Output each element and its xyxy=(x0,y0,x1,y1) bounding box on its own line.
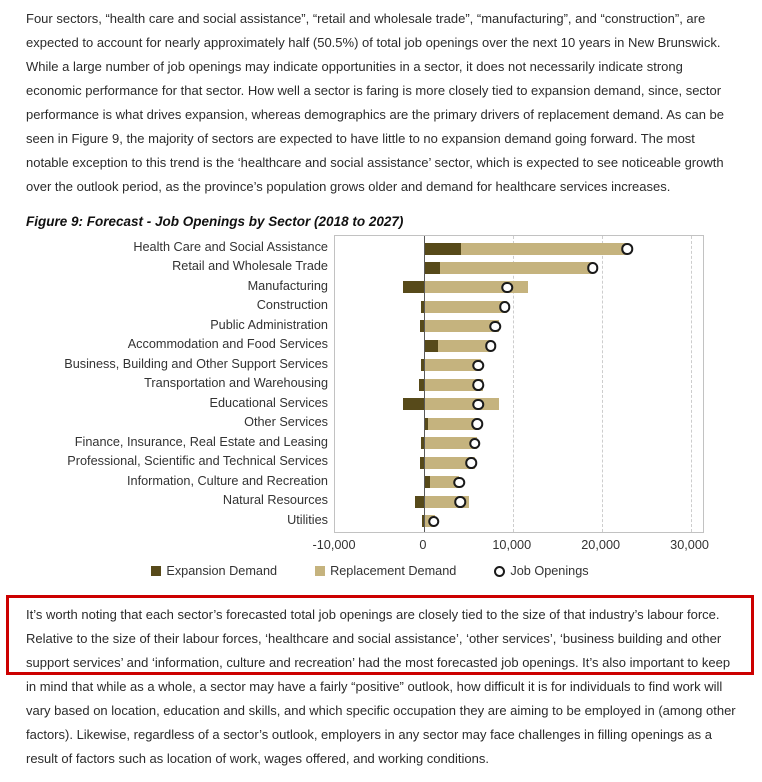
replacement-bar xyxy=(461,243,627,255)
replacement-bar xyxy=(424,320,499,332)
sector-label: Educational Services xyxy=(209,395,328,410)
job-openings-marker xyxy=(428,516,440,528)
replacement-bar xyxy=(438,340,490,352)
chart-row xyxy=(335,512,703,531)
replacement-bar xyxy=(424,301,508,313)
sector-label: Other Services xyxy=(244,415,328,430)
expansion-bar xyxy=(424,340,438,352)
job-openings-marker xyxy=(471,418,483,430)
x-tick-label: 20,000 xyxy=(581,538,621,552)
job-openings-marker xyxy=(622,243,634,255)
replacement-bar xyxy=(424,398,499,410)
chart-row xyxy=(335,492,703,511)
gridline xyxy=(513,236,514,532)
job-openings-marker xyxy=(469,438,481,450)
chart-row xyxy=(335,336,703,355)
chart-row xyxy=(335,356,703,375)
chart-row xyxy=(335,375,703,394)
legend-label: Expansion Demand xyxy=(166,564,278,578)
job-openings-marker xyxy=(489,321,501,333)
sector-label: Information, Culture and Recreation xyxy=(127,473,328,488)
report-page xyxy=(0,7,762,782)
legend-label: Job Openings xyxy=(510,564,589,578)
expansion-bar xyxy=(403,281,423,293)
x-tick-label: 10,000 xyxy=(492,538,532,552)
chart-row xyxy=(335,278,703,297)
sector-label: Retail and Wholesale Trade xyxy=(172,259,328,274)
sector-label: Utilities xyxy=(287,512,328,527)
sector-label: Transportation and Warehousing xyxy=(144,376,328,391)
job-openings-swatch xyxy=(494,566,505,577)
job-openings-marker xyxy=(454,477,466,489)
intro-paragraph: Four sectors, “health care and social assistance”, “retail and wholesale trade”, “manufacturing”, and “construction”, are expected to account for nearly approximately half (50.5%) of total job openings over the next 10 years in New Brunswick. While a large number of job openings may indicate opportunities in a sector, it does not necessarily indicate strong economic performance for that sector. How well a sector is faring is more closely tied to expansion demand, since, sector performance is what drives expansion, whereas demographics are the primary drivers of replacement demand. As can be seen in Figure 9, the majority of sectors are expected to have little to no expansion demand going forward. The most notable exception to this trend is the ‘healthcare and social assistance’ sector, which is expected to see noticeable growth over the outlook period, as the province’s population grows older and demand for healthcare services increases. xyxy=(26,11,725,194)
job-openings-marker xyxy=(587,262,599,274)
x-tick-label: -10,000 xyxy=(312,538,356,552)
job-openings-marker xyxy=(502,282,514,294)
sector-labels-column xyxy=(38,235,334,533)
legend-item xyxy=(494,564,588,578)
chart-row xyxy=(335,434,703,453)
expansion-bar xyxy=(403,398,423,410)
x-tick-label: 0 xyxy=(419,538,427,552)
replacement-bar xyxy=(440,262,593,274)
sector-label: Public Administration xyxy=(210,317,328,332)
expansion-bar xyxy=(424,262,440,274)
chart-row xyxy=(335,317,703,336)
sector-label: Natural Resources xyxy=(222,493,328,508)
job-openings-marker xyxy=(472,379,484,391)
closing-paragraph: It’s worth noting that each sector’s forecasted total job openings are closely tied to the size of that industry’s labour force. Relative to the size of their labour forces, ‘healthcare and social assistance’, ‘other services’, ‘business building and other support services’ and ‘information, culture and recreation’ had the most forecasted job openings. It’s also important to keep in mind that while as a whole, a sector may have a fairly “positive” outlook, how difficult it is for individuals to find work will vary based on location, education and skills, and which specific occupation they are aiming to be employed in (among other factors). Likewise, regardless of a sector’s outlook, employers in any sector may face challenges in filling openings as a result of factors such as location of work, wages offered, and working conditions. xyxy=(26,607,736,766)
replacement-demand-swatch xyxy=(315,566,325,576)
legend-item xyxy=(315,564,456,578)
expansion-demand-swatch xyxy=(151,566,161,576)
figure-title: Figure 9: Forecast - Job Openings by Sector (2018 to 2027) xyxy=(26,214,404,229)
x-axis xyxy=(312,533,709,555)
job-openings-marker xyxy=(465,457,477,469)
gridline xyxy=(691,236,692,532)
chart-row xyxy=(335,297,703,316)
replacement-bar xyxy=(428,418,477,430)
job-openings-marker xyxy=(472,360,484,372)
chart-row xyxy=(335,258,703,277)
legend-item xyxy=(151,564,277,578)
chart-legend xyxy=(38,564,702,578)
job-openings-marker xyxy=(472,399,484,411)
sector-label: Business, Building and Other Support Services xyxy=(64,356,328,371)
legend-label: Replacement Demand xyxy=(330,564,457,578)
sector-label: Manufacturing xyxy=(247,278,328,293)
sector-label: Finance, Insurance, Real Estate and Leasing xyxy=(74,434,328,449)
zero-axis-line xyxy=(424,236,425,532)
chart-row xyxy=(335,239,703,258)
sector-label: Professional, Scientific and Technical Services xyxy=(67,454,328,469)
expansion-bar xyxy=(424,243,461,255)
job-openings-marker xyxy=(485,340,497,352)
gridline xyxy=(602,236,603,532)
x-tick-label: 30,000 xyxy=(670,538,709,552)
sector-label: Construction xyxy=(256,298,328,313)
chart-row xyxy=(335,395,703,414)
job-openings-marker xyxy=(499,301,511,313)
job-openings-chart xyxy=(38,235,762,578)
chart-row xyxy=(335,453,703,472)
expansion-bar xyxy=(415,496,424,508)
sector-label: Accommodation and Food Services xyxy=(127,337,328,352)
chart-row xyxy=(335,473,703,492)
sector-label: Health Care and Social Assistance xyxy=(133,240,328,254)
chart-row xyxy=(335,414,703,433)
plot-area xyxy=(334,235,704,533)
job-openings-marker xyxy=(455,496,467,508)
